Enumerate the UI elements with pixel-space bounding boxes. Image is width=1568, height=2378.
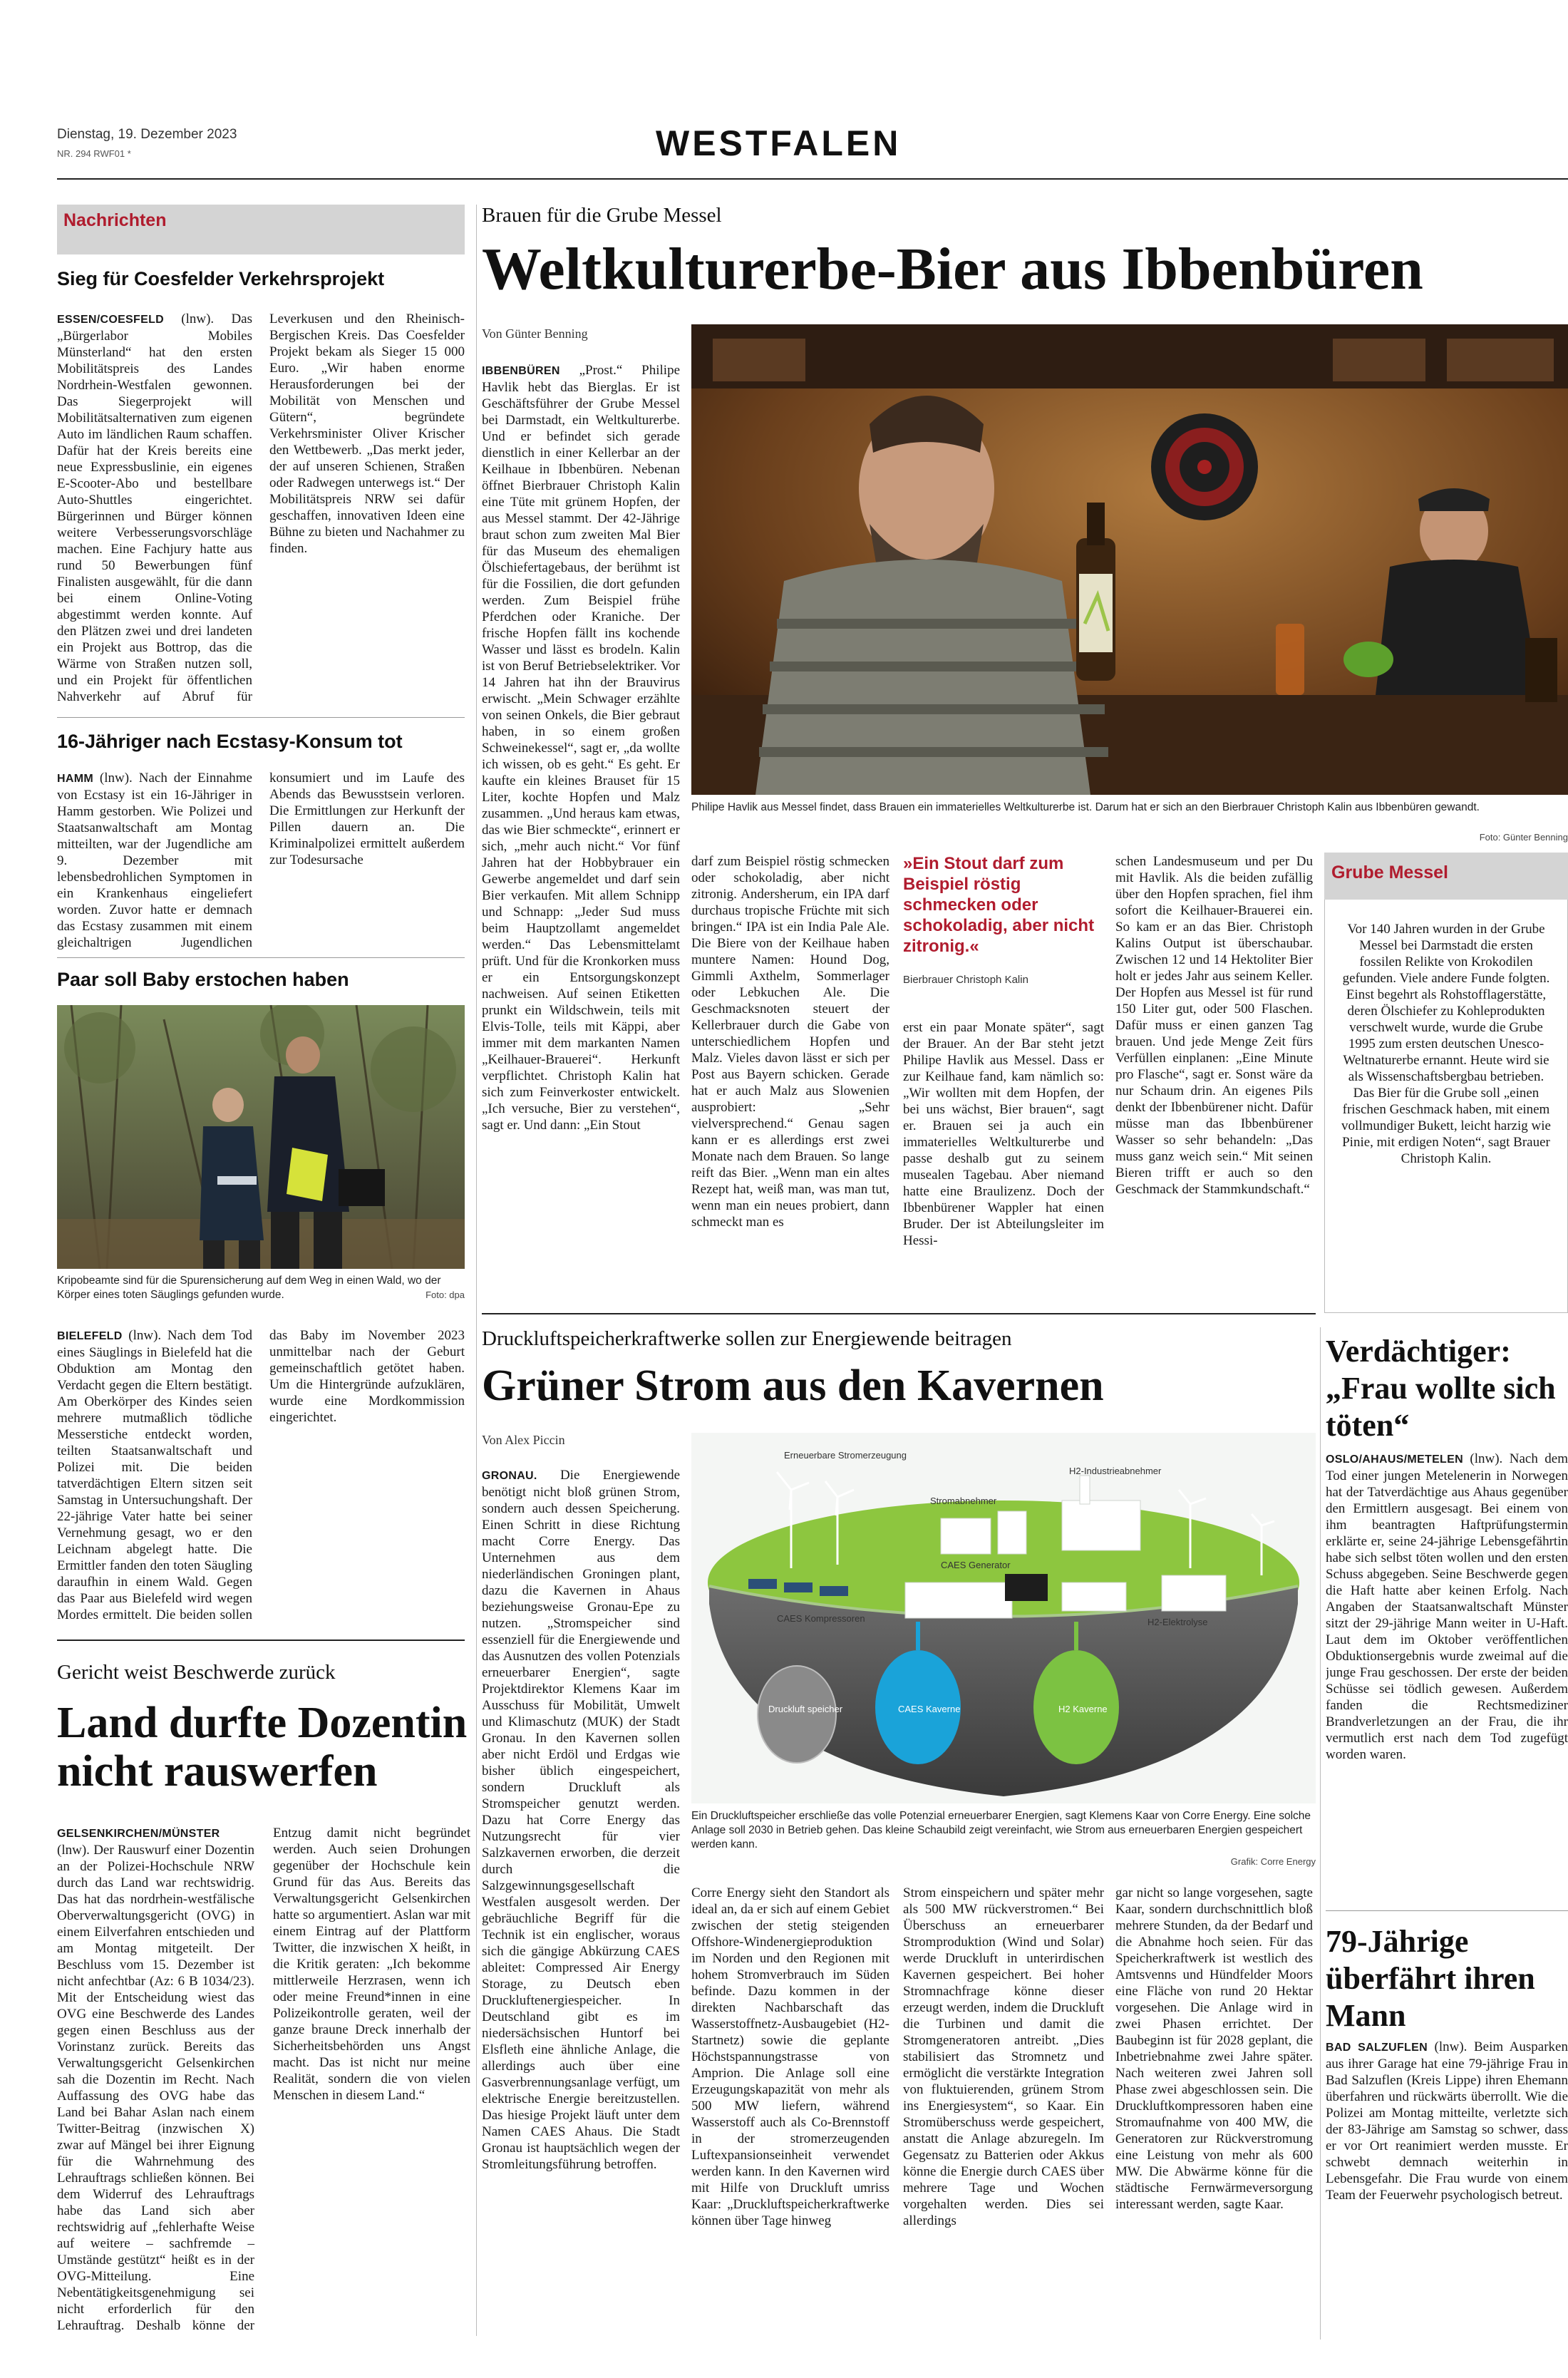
- diagram-label-wind: Erneuerbare Stromerzeugung: [784, 1450, 907, 1461]
- bier-body-mid: darf zum Beispiel röstig schmecken oder schokoladig, aber nicht zitronig. Andersherum, ein IPA darf durchaus tropische Früchte mit sich bringen.“ IPA ist ein India Pale Ale. Die Biere von der Keilhaue haben muntere Namen: Hound Dog, Gimmli Axthelm, Sommerlager oder Lebkuchen Ale. Die Geschmacksnoten steuert der Kellerbrauer durch die Gabe von unterschiedlichem Hopfen und Malz. Vieles davon lässt er sich per Post aus Bayern schicken. Gerade hat er auch Malz aus Slowenien ausprobiert: „Sehr vielversprechend.“ Genau sagen kann er es allerdings erst zwei Monate nach dem Brauen. So lange reift das Bier. „Wenn man ein altes Rezept hat, weiß man, was man tut, wenn man ein neues probiert, dann schmeckt man es: [691, 854, 889, 1230]
- grube-messel-box: [1324, 900, 1568, 1313]
- diagram-label-h2kaverne: H2 Kaverne: [1058, 1704, 1108, 1714]
- strom-body-d: gar nicht so lange vorgesehen, sagte Kaar, sondern durchschnittlich bloß mehrere Stunden, da der Bedarf und die Abnahme hoch seien. Für das Speicherkraftwerk ist westlich des Amtsvenns und Hündfelder Moors eine Fläche von rund 20 Hektar vorgesehen. Die Anlage wird in zwei Phasen errichtet. Der Baubeginn ist für 2028 geplant, die Inbetriebnahme zwei Jahre später. Nach weiteren zwei Jahren soll Phase zwei abgeschlossen sein. Die Druckluftkompressoren haben eine Stromaufnahme von 400 MW, die Generatoren zur Rückverstromung eine Leistung von mehr als 600 MW. Die Abwärme könne für die städtische Fernwärmeversorgung interessant werden, sagte Kaar.: [1115, 1885, 1313, 2212]
- diagram-label-kaverne: CAES Kaverne: [898, 1704, 961, 1714]
- brief-coesfeld-body: ESSEN/COESFELD (lnw). Das „Bürgerlabor Mobiles Münsterland“ hat den ersten Mobilitätspreis des Landes Nordrhein-Westfalen gewonnen. Das Siegerprojekt will Mobilitätsalternativen zum eigenen Auto im ländlichen Raum schaffen. Dafür hat der Kreis bereits eine neue Expressbuslinie, ein eigenes E-Scooter-Abo und bestellbare Auto-Shuttles eingerichtet. Bürgerinnen und Bürger können weitere Verbesserungsvorschläge machen. Eine Fachjury hatte aus rund 50 Bewerbungen fünf Finalisten ausgewählt, für die dann bei einem Online-Voting abgestimmt werden konnte. Auf den Plätzen zwei und drei landeten ein Projekt aus Bottrop, das die Wärme von Straßen nutzen soll, und ein Projekt für öffentlichen Nahverkehr auf Abruf für Leverkusen und den Rheinisch-Bergischen Kreis. Das Coesfelder Projekt bekam als Sieger 15 000 Euro. „Wir haben enorme Herausforderungen bei der Mobilität von Menschen und Gütern“, begründete Verkehrsminister Oliver Krischer den Wettbewerb. „Das merkt jeder, der auf unseren Schienen, Straßen oder Radwegen unterwegs ist.“ Der Mobilitätspreis NRW sei dafür geschaffen, innovativen Ideen eine Bühne zu bieten und Nachahmer zu finden.: [57, 312, 465, 704]
- section-title: WESTFALEN: [656, 123, 902, 163]
- pull-quote-source: Bierbrauer Christoph Kalin: [903, 974, 1028, 986]
- strom-kicker: Druckluftspeicherkraftwerke sollen zur Energiewende beitragen: [482, 1327, 1012, 1350]
- strom-article-head: [482, 1327, 1316, 1411]
- divider: [57, 717, 465, 718]
- diagram-label-stromabnehmer: Stromabnehmer: [930, 1496, 997, 1506]
- brief-hamm: [57, 730, 465, 753]
- diagram-label-generator: CAES Generator: [941, 1560, 1011, 1570]
- issue-date: Dienstag, 19. Dezember 2023: [57, 127, 237, 142]
- verdaechtiger-body: OSLO/AHAUS/METELEN (lnw). Nach dem Tod einer jungen Metelenerin in Norwegen hat der Tatverdächtige aus Ahaus gegenüber den Ermittlern ausgesagt. Bei einem von ihm beantragten Haftprüfungstermin erklärte er, seine 24-jährige Lebensgefährtin habe sich selbst töten wollen und den ersten Schuss abgegeben. Seine Beschwerde gegen die Haft hatte aber keinen Erfolg. Nach Angaben der Staatsanwaltschaft Münster sitzt der 29-jährige Mann weiter in U-Haft. Laut dem im Oktober veröffentlichen Obduktionsergebnis wurde zweimal auf die junge Frau geschossen. Der erste der beiden Schüsse sei tödlich gewesen. Außerdem fanden die Rechtsmediziner Brandverletzungen an der Frau, die ihr vermutlich erst nach dem Tod zugefügt worden waren.: [1326, 1451, 1568, 1762]
- diagram-label-h2abnehmer: H2-Industrieabnehmer: [1069, 1466, 1162, 1476]
- strom-byline: Von Alex Piccin: [482, 1433, 565, 1447]
- bier-body-right: schen Landesmuseum und per Du mit Havlik. Als die beiden zufällig über den Hopfen sprachen, fiel ihm sofort die Keilhauer-Brauerei ein. So kam er an das Bier. Christoph Kalins Output ist überschaubar. Zwischen 12 und 14 Hektoliter Bier holt er jedes Jahr aus seinem Keller. Der Hopfen aus Messel ist für rund 150 Liter gut, oder 500 Flaschen. Dafür muss er einen ganzen Tag brauen. Und jede Menge Zeit fürs Verfüllen einplanen: „Eine Minute pro Flasche“, sagt er. Sonst wäre da nur Schaum drin. An eigenes Pils denkt der Ibbenbürener nicht. Dafür müsse man das Ibbenbürener Wasser so sehr behandeln: „Das muss ganz weich sein.“ Mit seinen Bieren trifft er auch so den Geschmack der Stammkundschaft.“: [1115, 854, 1313, 1197]
- brief-coesfeld-headline: Sieg für Coesfelder Verkehrsprojekt: [57, 268, 385, 289]
- caes-diagram: [691, 1433, 1316, 1803]
- bier-headline: Weltkulturerbe-Bier aus Ibbenbüren: [482, 236, 1423, 302]
- forest-photo: [57, 1005, 465, 1269]
- nachrichten-label: Nachrichten: [63, 210, 167, 230]
- brief-hamm-headline: 16-Jähriger nach Ecstasy-Konsum tot: [57, 731, 403, 752]
- strom-body-b: Corre Energy sieht den Standort als ideal an, da er sich auf einem Gebiet zwischen der stetig steigenden Offshore-Windenergieproduktion im Norden und den Regionen mit hohem Stromverbrauch im Süden befinde. Dazu kommen in der direkten Nachbarschaft das Wasserstoffnetz-Ausbaugebiet (H2-Startnetz) sowie die geplante Höchstspannungstrasse von Amprion. Die Anlage soll eine Erzeugungskapazität von mehr als 500 MW liefern, während Wasserstoff auch als Co-Brennstoff in der stromerzeugenden Luftexpansionseinheit verwendet werden kann. In den Kavernen wird mit Hilfe von Druckluft umriss Kaar: „Druckluftspeicherkraftwerke können über Tage hinweg: [691, 1885, 889, 2228]
- dateline: ESSEN/COESFELD: [57, 314, 165, 326]
- caes-caption: Ein Druckluftspeicher erschließe das volle Potenzial erneuerbarer Energien, sagt Klemens Kaar von Corre Energy. Eine solche Anlage soll 2030 in Betrieb gehen. Das kleine Schaubild zeigt vereinfacht, wie Strom aus erneuerbaren Energien gespeichert werden kann.: [691, 1810, 1311, 1851]
- beer-bar-photo: [691, 324, 1568, 795]
- divider: [57, 1640, 465, 1641]
- column-rule: [476, 205, 477, 2336]
- pull-quote-text: »Ein Stout darf zum Beispiel röstig schmecken oder schokoladig, aber nicht zitronig.«: [903, 854, 1095, 956]
- bier-byline: Von Günter Benning: [482, 326, 588, 341]
- bier-article-head: [482, 204, 1565, 302]
- brief-bielefeld: [57, 968, 465, 991]
- column-rule: [1320, 1327, 1321, 2340]
- mann79-headline: 79-Jährige überfährt ihren Mann: [1326, 1924, 1535, 2033]
- divider: [1326, 1910, 1568, 1911]
- verdaechtiger-headline: Verdächtiger: „Frau wollte sich töten“: [1326, 1334, 1556, 1443]
- grube-messel-label-bar: [1324, 853, 1568, 900]
- brief-hamm-body: HAMM (lnw). Nach der Einnahme von Ecstasy ist ein 16-Jähriger in Hamm gestorben. Wie Polizei und Staatsanwaltschaft am Montag mitteilten, war der Jugendliche am 9. Dezember mit lebensbedrohlichen Symptomen in ein Krankenhaus eingeliefert worden. Zuvor hatte er demnach das Ecstasy zusammen mit einem gleichaltrigen Jugendlichen konsumiert und im Laufe des Abends das Bewusstsein verloren. Die Ermittlungen zur Herkunft der Pillen dauern an. Die Kriminalpolizei ermittelt außerdem zur Todesursache: [57, 771, 465, 950]
- strom-headline: Grüner Strom aus den Kavernen: [482, 1362, 1104, 1410]
- forest-photo-caption: Kripobeamte sind für die Spurensicherung auf dem Weg in einen Wald, wo der Körper eines toten Säuglings gefunden wurde. Foto: dpa: [57, 1275, 465, 1301]
- edition-number: NR. 294 RWF01 *: [57, 148, 131, 159]
- strom-body-c: Strom einspeichern und später mehr als 500 MW rückverstromen.“ Bei Überschuss an erneuerbarer Stromproduktion (Wind und Solar) werde Druckluft in unterirdischen Kavernen gespeichert. Bei hoher Stromnachfrage könne dieser erzeugt werden, indem die Druckluft die Turbinen und damit die Stromgeneratoren antreibt. „Dies stabilisiert das Stromnetz und ermöglicht die verstärkte Integration von fluktuierenden, grünem Strom ins Energiesystem“, so Kaar. Ein Stromüberschuss werde gespeichert, anstatt die Anlage abzuregeln. Im Gegensatz zu Batterien oder Akkus könne die Energie durch CAES über mehrere Tage und Wochen vorgehalten werden. Dies sei allerdings: [903, 1885, 1104, 2228]
- strom-body-a: GRONAU. Die Energiewende benötigt nicht bloß grünen Strom, sondern auch dessen Speicherung. Einen Schritt in diese Richtung macht Corre Energy. Das Unternehmen aus dem niederländischen Groningen plant, dazu die Kavernen in Ahaus beziehungsweise Gronau-Epe zu nutzen. „Stromspeicher sind essenziell für die Energiewende und das Ausnutzen des vollen Potenzials erneuerbarer Energien“, sagte Projektdirektor Klemens Kaar im Ausschuss für Mobilität, Umwelt und Klimaschutz (MUK) der Stadt Gronau. In den Kavernen sollen aber nicht Erdöl und Erdgas wie bisher üblich eingespeichert, sondern Druckluft als Stromspeicher genutzt werden. Dazu hat Corre Energy das Nutzungsrecht für vier Salzkavernen erworben, die derzeit durch die Salzgewinnungsgesellschaft Westfalen ausgesolt werden. Der gebräuchliche Begriff für die Technik ist ein englischer, woraus sich die gängige Abkürzung CAES ableitet: Compressed Air Energy Storage, zu Deutsch eben Druckluftenergiespeicher. In Deutschland gibt es im niedersächsischen Huntorf bei Elsfleth eine ähnliche Anlage, die allerdings auch über eine Gasverbrennungsanlage verfügt, um elektrische Energie bereitzustellen. Das hiesige Projekt läuft unter dem Namen CAES Ahaus. Die Stadt Gronau ist hauptsächlich wegen der Stromleitungsführung betroffen.: [482, 1468, 680, 2172]
- diagram-label-kompressoren: CAES Kompressoren: [777, 1613, 865, 1624]
- dozentin-body: GELSENKIRCHEN/MÜNSTER (lnw). Der Rauswurf einer Dozentin an der Polizei-Hochschule NRW durch das Land war rechtswidrig. Das hat das nordrhein-westfälische Oberverwaltungsgericht (OVG) in einem Eilverfahren entschieden und am Montag mitgeteilt. Der Beschluss vom 15. Dezember ist nicht anfechtbar (Az: 6 B 1034/23). Mit der Entscheidung wiest das OVG eine Beschwerde des Landes gegen einen Beschluss aus der Vorinstanz zurück. Bereits das Verwaltungsgericht Gelsenkirchen sah die Dozentin im Recht. Nach Auffassung des OVG habe das Land bei Bahar Aslan nach einem Twitter-Beitrag (inzwischen X) zwar auf Mängel bei ihrer Eignung für die Wahrnehmung des Lehrauftrags schließen können. Bei dem Widerruf des Lehrauftrags habe das Land sich aber rechtswidrig auf „fehlerhafte Weise auf weitere – sachfremde – Umstände gestützt“ heißt es in der OVG-Mitteilung. Eine Nebentätigkeitsgenehmigung sei nicht erforderlich für den Lehrauftrag. Deshalb könne der Entzug damit nicht begründet werden. Auch seien Drohungen gegenüber der Hochschule kein Grund für das Aus. Bereits das Verwaltungsgericht Gelsenkirchen hatte so argumentiert. Aslan war mit einem Eintrag auf der Plattform Twitter, die inzwischen X heißt, in die Kritik geraten: „Ich bekomme mittlerweile Herzrasen, wenn ich oder meine Freund*innen in eine Polizeikontrolle geraten, weil der ganze braune Dreck innerhalb der Sicherheitsbehörden uns Angst macht. Das ist nicht nur meine Realität, sondern die von vielen Menschen in diesem Land.“: [57, 1826, 470, 2333]
- beer-photo-caption: Philipe Havlik aus Messel findet, dass Brauen ein immaterielles Weltkulturerbe ist. Darum hat er sich an den Bierbrauer Christoph Kalin aus Ibbenbüren gewandt.: [691, 801, 1480, 813]
- mann79-article: [1326, 1923, 1568, 2034]
- dozentin-article: [57, 1661, 485, 1796]
- beer-photo-credit: Foto: Günter Benning: [1479, 832, 1568, 843]
- divider: [482, 1313, 1316, 1314]
- diagram-label-druckluft: Druckluft speicher: [768, 1704, 843, 1714]
- diagram-label-elektrolyse: H2-Elektrolyse: [1147, 1617, 1208, 1627]
- dozentin-headline: Land durfte Dozentin nicht rauswerfen: [57, 1699, 468, 1796]
- caes-credit: Grafik: Corre Energy: [1230, 1856, 1316, 1867]
- masthead-rule: [57, 178, 1568, 180]
- nachrichten-label-bar: [57, 205, 465, 254]
- brief-coesfeld: [57, 267, 465, 290]
- brief-bielefeld-body: BIELEFELD (lnw). Nach dem Tod eines Säuglings in Bielefeld hat die Obduktion am Montag den Verdacht gegen die Eltern bestätigt. Am Oberkörper des Kindes seien mehrere mutmaßlich tödliche Messerstiche entdeckt worden, teilten Staatsanwaltschaft und Polizei mit. Die beiden tatverdächtigen Eltern sitzen seit Samstag in Untersuchungshaft. Der 22-jährige Vater hatte bei seiner Vernehmung gesagt, wo er den Leichnam abgelegt hatte. Die Ermittler fanden den toten Säugling daraufhin in einem Wald. Gegen das Paar aus Bielefeld wird wegen Mordes ermittelt. Die beiden sollen das Baby im November 2023 unmittelbar nach der Geburt gemeinschaftlich getötet haben. Um die Hintergründe aufzuklären, wurde eine Mordkommission eingerichtet.: [57, 1328, 465, 1622]
- mann79-body: BAD SALZUFLEN (lnw). Beim Ausparken aus ihrer Garage hat eine 79-jährige Frau in Bad Salzuflen (Kreis Lippe) ihren Ehemann überfahren und rückwärts überrollt. Wie die Polizei am Montag mitteilte, verletzte sich der 83-Jährige am Samstag so schwer, dass er vor Ort reanimiert werden musste. Er schwebt demnach weiterhin in Lebensgefahr. Die Frau wurde von einem Team der Feuerwehr psychologisch betreut.: [1326, 2039, 1568, 2203]
- bier-kicker: Brauen für die Grube Messel: [482, 204, 722, 227]
- grube-messel-text: Vor 140 Jahren wurden in der Grube Messel bei Darmstadt die ersten fossilen Relikte von Krokodilen gefunden. Viele andere Funde folgten. Einst begehrt als Rohstofflagerstätte, deren Ölschiefer zu Kohleprodukten verschwelt wurde, wurde die Grube 1995 zum ersten deutschen Unesco-Weltnaturerbe ernannt. Heute wird sie als Wissenschaftsbergbau betrieben. Das Bier für die Grube soll „einen frischen Geschmack haben, mit einem vollmundiger Bukett, leicht harzig wie Pinie, mit erdigen Noten“, sagt Brauer Christoph Kalin.: [1341, 922, 1551, 1166]
- grube-messel-label: Grube Messel: [1331, 863, 1448, 882]
- dozentin-kicker: Gericht weist Beschwerde zurück: [57, 1661, 336, 1684]
- bier-body-mid2: erst ein paar Monate später“, sagt der Brauer. An der Bar steht jetzt Philipe Havlik aus Messel. Dass er zur Keilhaue fand, kam nämlich so: „Wir wollten mit dem Hopfen, der bei uns wächst, Bier brauen“, sagt er. Brauen sei ja auch ein immaterielles Weltkulturerbe und passe deshalb gut zu seinem musealen Tagebau. Aber niemand hatte eine Braulizenz. Doch der Ibbenbürener Wappler hat einen Bruder. Der ist Abteilungsleiter im Hessi-: [903, 1020, 1104, 1248]
- verdaechtiger-article: [1326, 1333, 1568, 1444]
- pull-quote: [903, 853, 1104, 1017]
- divider: [57, 957, 465, 958]
- bier-body-left: IBBENBÜREN „Prost.“ Philipe Havlik hebt das Bierglas. Er ist Geschäftsführer der Grube Messel bei Darmstadt, ein Weltkulturerbe. Und er befindet sich gerade dienstlich in einer Kellerbar an der Keilhaue in Ibbenbüren. Nebenan öffnet Bierbrauer Christoph Kalin eine Tüte mit grünem Hopfen, der aus Messel stammt. Der 42-Jährige braut schon zum zweiten Mal Bier für das Museum des ehemaligen Ölschiefertagebaus, der berühmt ist für die Fossilien, die dort gefunden werden. Zum Beispiel frühe Pferdchen oder Kraniche. Der frische Hopfen fällt ins kochende Wasser und lässt es brodeln. Kalin ist von Beruf Betriebselektriker. Vor 14 Jahren hat ihn der Brauvirus erwischt. „Mein Schwager erzählte von seinen Onkels, die Bier gebraut haben, in so einem großen Schweinekessel“, sagt er, „da wollte ich wissen, ob es geht.“ Es geht. Er kaufte ein kleines Brauset für 15 Liter, kochte Hopfen und Malz zusammen. „Und heraus kam etwas, das wie Bier schmeckte“, erinnert er sich, „mehr auch nicht.“ Vor fünf Jahren hat der Hobbybrauer ein Gewerbe angemeldet und darf sein Bier verkaufen. Mit allem Schnipp und Schnapp: „Jeder Sud muss beim Hauptzollamt angemeldet werden.“ Das Lebensmittelamt prüft. Und für die Kronkorken muss er ein Entsorgungskonzept nachweisen. Auf seinen Etiketten prunkt ein Wildschwein, teils mit Elvis-Tolle, teils mit Käppi, aber immer mit dem markanten Namen „Keilhauer-Brauerei“. Herkunft verpflichtet. Christoph Kalin hat sich zum Feinverkoster entwickelt. „Ich versuche, Bier zu verstehen“, sagt er. Und dann: „Ein Stout: [482, 363, 680, 1133]
- brief-bielefeld-headline: Paar soll Baby erstochen haben: [57, 969, 349, 990]
